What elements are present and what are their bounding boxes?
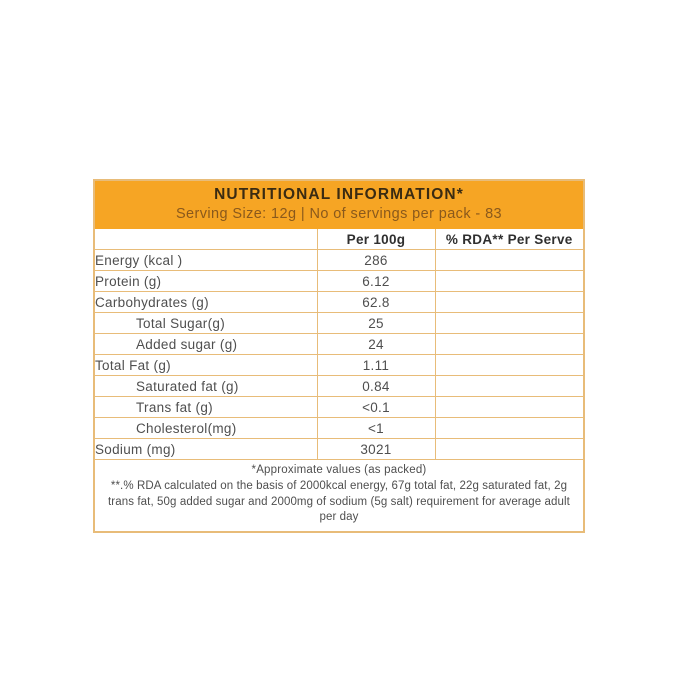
nutrient-label: Cholesterol(mg): [95, 418, 317, 439]
rda-per-serve-value: [435, 397, 583, 418]
nutrient-label: Protein (g): [95, 271, 317, 292]
table-row-total-fat: [95, 355, 583, 376]
per-100g-value: <1: [317, 418, 435, 439]
per-100g-value: 1.11: [317, 355, 435, 376]
table-row-sodium: [95, 439, 583, 460]
col-header-per-100g: Per 100g: [317, 229, 435, 250]
nutrition-grid: [95, 229, 583, 460]
rda-per-serve-value: [435, 292, 583, 313]
per-100g-value: 3021: [317, 439, 435, 460]
nutrient-label: Saturated fat (g): [95, 376, 317, 397]
nutrient-label: Sodium (mg): [95, 439, 317, 460]
column-header-row: [95, 229, 583, 250]
table-row-added-sugar: [95, 334, 583, 355]
per-100g-value: 286: [317, 250, 435, 271]
table-row-total-sugar: [95, 313, 583, 334]
nutrient-label: Added sugar (g): [95, 334, 317, 355]
footnote-approximate-values: *Approximate values (as packed): [251, 464, 427, 476]
footnotes: [95, 460, 583, 531]
col-header-rda-per-serve: % RDA** Per Serve: [435, 229, 583, 250]
nutrient-label: Energy (kcal ): [95, 250, 317, 271]
rda-per-serve-value: [435, 313, 583, 334]
per-100g-value: 25: [317, 313, 435, 334]
table-row-energy: [95, 250, 583, 271]
nutrient-label: Trans fat (g): [95, 397, 317, 418]
table-row-carbohydrates: [95, 292, 583, 313]
serving-info: Serving Size: 12g | No of servings per pack - 83: [175, 206, 502, 222]
nutrition-table: [93, 179, 585, 533]
table-row-cholesterol: [95, 418, 583, 439]
rda-per-serve-value: [435, 271, 583, 292]
table-header-band: [95, 181, 583, 229]
footnote-rda-basis: **.% RDA calculated on the basis of 2000kcal energy, 67g total fat, 22g saturated fat, 2g trans fat, 50g added sugar and 2000mg of sodium (5g salt) requirement for average adult per day: [108, 480, 570, 523]
table-row-trans-fat: [95, 397, 583, 418]
nutrient-label: Total Fat (g): [95, 355, 317, 376]
table-title: NUTRITIONAL INFORMATION*: [214, 186, 464, 203]
rda-per-serve-value: [435, 334, 583, 355]
rda-per-serve-value: [435, 355, 583, 376]
col-header-nutrient: [95, 229, 317, 250]
table-row-saturated-fat: [95, 376, 583, 397]
per-100g-value: 6.12: [317, 271, 435, 292]
per-100g-value: 24: [317, 334, 435, 355]
per-100g-value: 0.84: [317, 376, 435, 397]
rda-per-serve-value: [435, 250, 583, 271]
per-100g-value: <0.1: [317, 397, 435, 418]
rda-per-serve-value: [435, 418, 583, 439]
per-100g-value: 62.8: [317, 292, 435, 313]
rda-per-serve-value: [435, 439, 583, 460]
rda-per-serve-value: [435, 376, 583, 397]
nutrient-label: Carbohydrates (g): [95, 292, 317, 313]
nutrient-label: Total Sugar(g): [95, 313, 317, 334]
table-row-protein: [95, 271, 583, 292]
